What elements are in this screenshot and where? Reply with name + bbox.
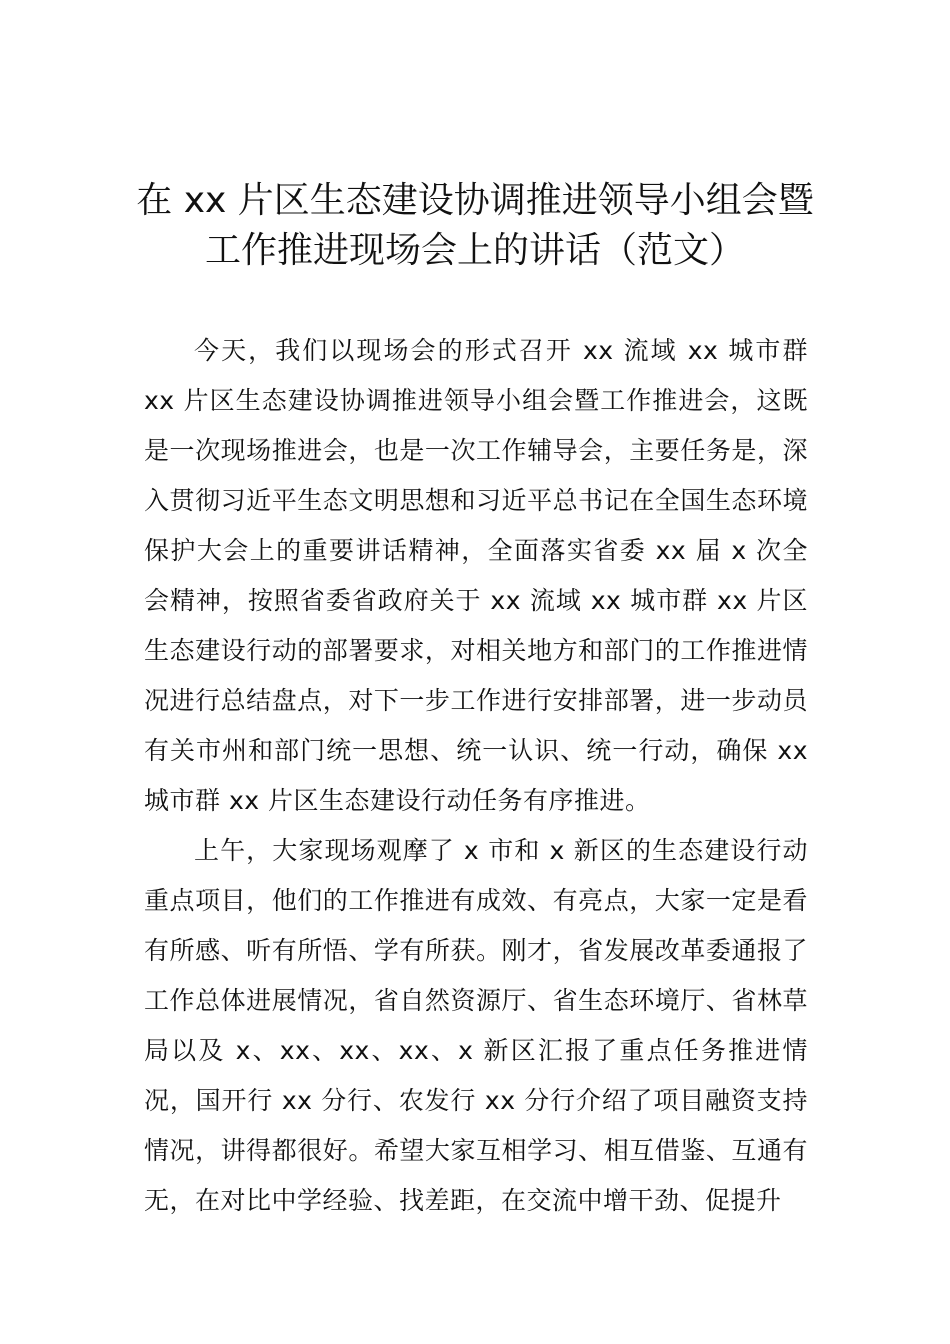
document-title [100, 176, 850, 276]
paragraph-1: 今天，我们以现场会的形式召开 xx 流域 xx 城市群 xx 片区生态建设协调推进领导小组会暨工作推进会，这既是一次现场推进会，也是一次工作辅导会，主要任务是，深入贯彻习近平生态文明思想和习近平总书记在全国生态环境保护大会上的重要讲话精神，全面落实省委 xx 届 x 次全会精神，按照省委省政府关于 xx 流域 xx 城市群 xx 片区生态建设行动的部署要求，对相关地方和部门的工作推进情况进行总结盘点，对下一步工作进行安排部署，进一步动员有关市州和部门统一思想、统一认识、统一行动，确保 xx 城市群 xx 片区生态建设行动任务有序推进。 [144, 336, 808, 815]
title-line-2: 工作推进现场会上的讲话（范文） [204, 230, 745, 271]
paragraph-2: 上午，大家现场观摩了 x 市和 x 新区的生态建设行动重点项目，他们的工作推进有成效、有亮点，大家一定是看有所感、听有所悟、学有所获。刚才，省发展改革委通报了工作总体进展情况，省自然资源厅、省生态环境厅、省林草局以及 x、xx、xx、xx、x 新区汇报了重点任务推进情况，国开行 xx 分行、农发行 xx 分行介绍了项目融资支持情况，讲得都很好。希望大家互相学习、相互借鉴、互通有无，在对比中学经验、找差距，在交流中增干劲、促提升 [144, 836, 808, 1215]
title-line-1: 在 xx 片区生态建设协调推进领导小组会暨 [136, 180, 814, 221]
document-body [144, 326, 808, 1226]
